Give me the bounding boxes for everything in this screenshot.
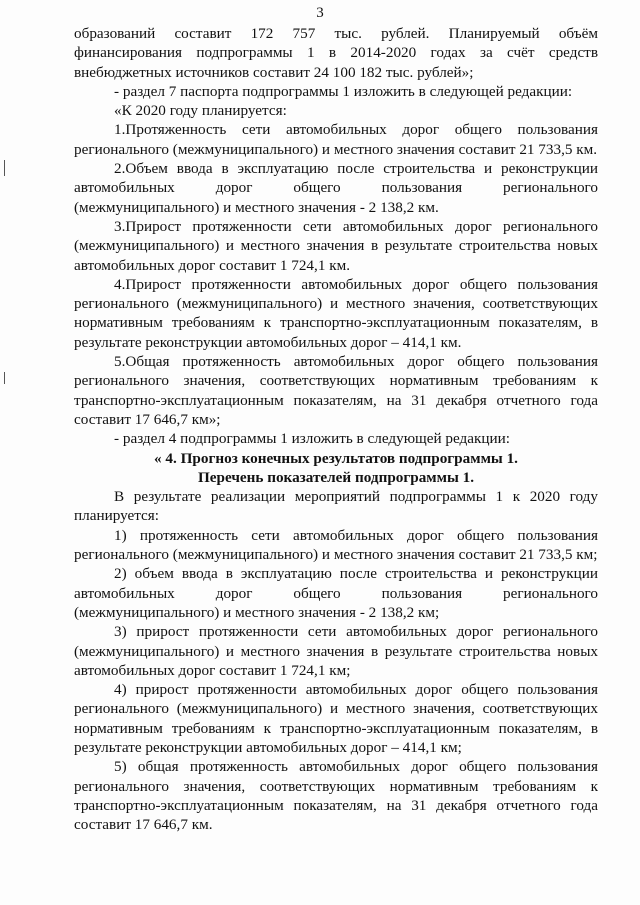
- plan-item-1: 1.Протяженность сети автомобильных дорог общего пользования регионального (межмуниципального) и местного значения составит 21 733,5 км.: [74, 121, 598, 158]
- paragraph-plan-intro: «К 2020 году планируется:: [114, 102, 287, 120]
- section-heading-line1: « 4. Прогноз конечных результатов подпрограммы 1.: [154, 449, 518, 467]
- plan-item-2: 2.Объем ввода в эксплуатацию после строительства и реконструкции автомобильных дорог общего пользования регионального (межмуниципального) и местного значения - 2 138,2 км.: [74, 160, 598, 216]
- page-number: 3: [316, 5, 324, 21]
- document-body: [74, 24, 598, 834]
- plan-item-3: 3.Прирост протяженности сети автомобильных дорог регионального (межмуниципального) и местного значения в результате строительства новых автомобильных дорог составит 1 724,1 км.: [74, 217, 598, 274]
- paragraph-financing-continuation: образований составит 172 757 тыс. рублей. Планируемый объём финансирования подпрограммы 1 в 2014-2020 годах за счёт средств внебюджетных источников составит 24 100 182 тыс. рублей»;: [74, 25, 598, 81]
- scan-edge-mark: [4, 372, 5, 384]
- paragraph-section4-instruction: - раздел 4 подпрограммы 1 изложить в следующей редакции:: [114, 430, 510, 448]
- results-item-4: 4) прирост протяженности автомобильных дорог общего пользования регионального (межмуниципального) и местного значения, соответствующих нормативным требованиям к транспортно-эксплуатационным показателям, в результате реконструкции автомобильных дорог – 414,1 км;: [74, 681, 598, 756]
- results-intro: В результате реализации мероприятий подпрограммы 1 к 2020 году планируется:: [74, 488, 598, 525]
- results-item-2: 2) объем ввода в эксплуатацию после строительства и реконструкции автомобильных дорог общего пользования регионального (межмуниципального) и местного значения - 2 138,2 км;: [74, 565, 598, 621]
- section-heading-line2: Перечень показателей подпрограммы 1.: [197, 468, 475, 486]
- paragraph-section7-instruction: - раздел 7 паспорта подпрограммы 1 изложить в следующей редакции:: [114, 82, 573, 100]
- scan-edge-mark: [4, 160, 5, 176]
- plan-item-5: 5.Общая протяженность автомобильных дорог общего пользования регионального значения, соответствующих нормативным требованиям к транспортно-эксплуатационным показателям, на 31 декабря отчетного года составит 17 646,7 км»;: [74, 353, 598, 428]
- results-item-3: 3) прирост протяженности сети автомобильных дорог регионального (межмуниципального) и местного значения в результате строительства новых автомобильных дорог составит 1 724,1 км;: [74, 623, 598, 679]
- results-item-1: 1) протяженность сети автомобильных дорог общего пользования регионального (межмуниципального) и местного значения составит 21 733,5 км;: [74, 526, 598, 564]
- results-item-5: 5) общая протяженность автомобильных дорог общего пользования регионального значения, соответствующих нормативным требованиям к транспортно-эксплуатационным показателям, на 31 декабря отчетного года составит 17 646,7 км.: [74, 758, 598, 834]
- plan-item-4: 4.Прирост протяженности автомобильных дорог общего пользования регионального (межмуниципального) и местного значения, соответствующих нормативным требованиям к транспортно-эксплуатационным показателям, в результате реконструкции автомобильных дорог – 414,1 км.: [74, 275, 598, 351]
